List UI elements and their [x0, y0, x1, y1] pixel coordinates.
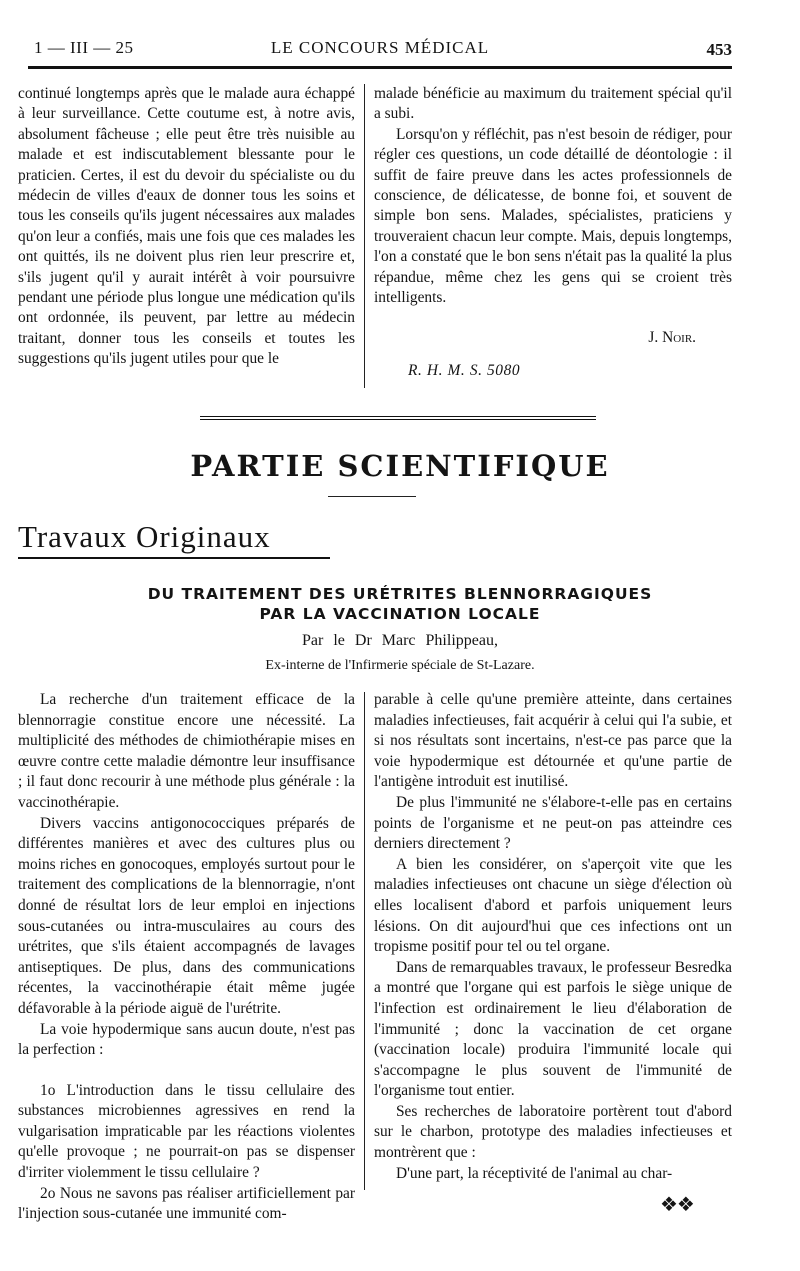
article-reference: R. H. M. S. 5080 [408, 361, 521, 379]
article-paragraph: La voie hypodermique sans aucun doute, n'est pas la perfection : [18, 1020, 355, 1059]
previous-article-column-right [374, 84, 732, 381]
article-title [0, 584, 800, 624]
article-paragraph: Dans de remarquables travaux, le professeur Besredka a montré que l'organe qui est parfois le siège unique de l'infection est ordinairement le lieu d'élaboration de l'immunité ; donc la vaccination de cet organe (vaccination locale) produira l'immunité locale qui s'accompagne le plus souvent de l'immunité de l'organisme tout entier. [374, 958, 732, 1100]
previous-article-column-left [18, 84, 355, 370]
journal-title: LE CONCOURS MÉDICAL [270, 38, 490, 57]
article-column-left [18, 690, 355, 1225]
article-paragraph: Divers vaccins antigonococciques préparés de différentes manières et avec des cultures plus ou moins riches en gonocoques, employés surtout pour le traitement des complications de la blennorragie, n'ont donné de résultat lors de leur emploi en injections sous-cutanées ou intra-musculaires au cours des urétrites, que s'ils étaient accompagnés de lavages antiseptiques. De plus, dans des communications récentes, la vaccinothérapie était même jugée défavorable à la période aiguë de l'urétrite. [18, 814, 355, 1017]
article-paragraph: D'une part, la réceptivité de l'animal au char- [396, 1164, 673, 1182]
article-column-right [374, 690, 732, 1184]
article-byline: Par le Dr Marc Philippeau, [302, 632, 498, 649]
article-paragraph: Ses recherches de laboratoire portèrent tout d'abord sur le charbon, prototype des maladies infectieuses et montrèrent que : [374, 1102, 732, 1162]
ornament-icon: ❖❖ [660, 1192, 694, 1216]
header-rule [28, 66, 732, 69]
article-paragraph: A bien les considérer, on s'aperçoit vite que les maladies infectieuses ont chacune un siège d'élection où elles localisent d'abord et parfois uniquement leurs lésions. On dit aujourd'hui que ces infections ont un tropisme positif pour tel ou tel organe. [374, 855, 732, 956]
column-separator [364, 84, 365, 388]
paragraph-gap [18, 1061, 355, 1081]
article-paragraph: 1o L'introduction dans le tissu cellulaire des substances microbiennes agressives en rend la vulgarisation impraticable par les réactions violentes qu'elle provoque ; ne pourrait-on pas se dispenser d'irriter violemment le tissu cellulaire ? [18, 1081, 355, 1182]
article-paragraph: 2o Nous ne savons pas réaliser artificiellement par l'injection sous-cutanée une immunité com- [18, 1184, 355, 1223]
column-separator [364, 692, 365, 1190]
issue-folio: 1 — III — 25 [34, 38, 134, 57]
article-title-line: DU TRAITEMENT DES URÉTRITES BLENNORRAGIQUES [147, 585, 653, 603]
article-paragraph: parable à celle qu'une première atteinte, dans certaines maladies infectieuses, fait acquérir à celui qui l'a subie, et si nos résultats sont incertains, n'est-ce pas parce que la voie hypodermique est détournée et qu'une partie de l'antigène introduit est inutilisé. [374, 691, 732, 791]
previous-article-paragraph: Lorsqu'on y réfléchit, pas n'est besoin de rédiger, pour régler ces questions, un code détaillé de déontologie : il suffit de faire preuve dans les actes professionnels de conscience, de délicatesse, de bonne foi, et souvent de simple bon sens. Malades, spécialistes, praticiens y trouveraient chacun leur compte. Mais, depuis longtemps, l'on a constaté que le bon sens n'était pas la qualité la plus répandue, même chez les gens qui se croient très intelligents. [374, 125, 732, 307]
rubric-heading: Travaux Originaux [18, 519, 271, 554]
article-paragraph: De plus l'immunité ne s'élabore-t-elle pas en certains points de l'organisme et ne peut-on pas atteindre ces derniers directement ? [374, 793, 732, 853]
running-header [28, 36, 732, 62]
author-affiliation: Ex-interne de l'Infirmerie spéciale de St-Lazare. [265, 658, 535, 673]
previous-article-paragraph: continué longtemps après que le malade aura échappé à leur surveillance. Cette coutume est, à notre avis, absolument fâcheuse ; elle peut être très nuisible au malade et est indiscutablement blessante pour le praticien. Certes, il est du devoir du spécialiste ou du médecin de villes d'eaux de donner tous les soins et tous les conseils qu'ils jugent nécessaires aux malades qu'on leur a confiés, mais une fois que ces malades les ont quittés, ils ne doivent plus rien leur prescrire et, s'ils jugent qu'il y aurait intérêt à voir poursuivre pendant une période plus longue une médication qu'ils ont ordonnée, ils peuvent, par lettre au médecin traitant, donner tous les conseils et toutes les suggestions qu'ils jugent utiles pour que le [18, 85, 355, 368]
section-underline [328, 496, 416, 497]
article-paragraph: La recherche d'un traitement efficace de la blennorragie constitue encore une nécessité. La multiplicité des méthodes de chimiothérapie mises en œuvre contre cette maladie démontre leur insuffisance ; il faut donc recourir à une méthode plus générale : la vaccinothérapie. [18, 691, 355, 811]
section-title: PARTIE SCIENTIFIQUE [190, 449, 610, 483]
article-title-line: PAR LA VACCINATION LOCALE [259, 605, 541, 623]
author-signature: J. Noir. [648, 329, 696, 347]
page-number: 453 [706, 40, 732, 59]
rubric-underline [18, 557, 330, 559]
previous-article-paragraph: malade bénéficie au maximum du traitement spécial qu'il a subi. [374, 85, 732, 123]
section-divider [200, 416, 596, 420]
